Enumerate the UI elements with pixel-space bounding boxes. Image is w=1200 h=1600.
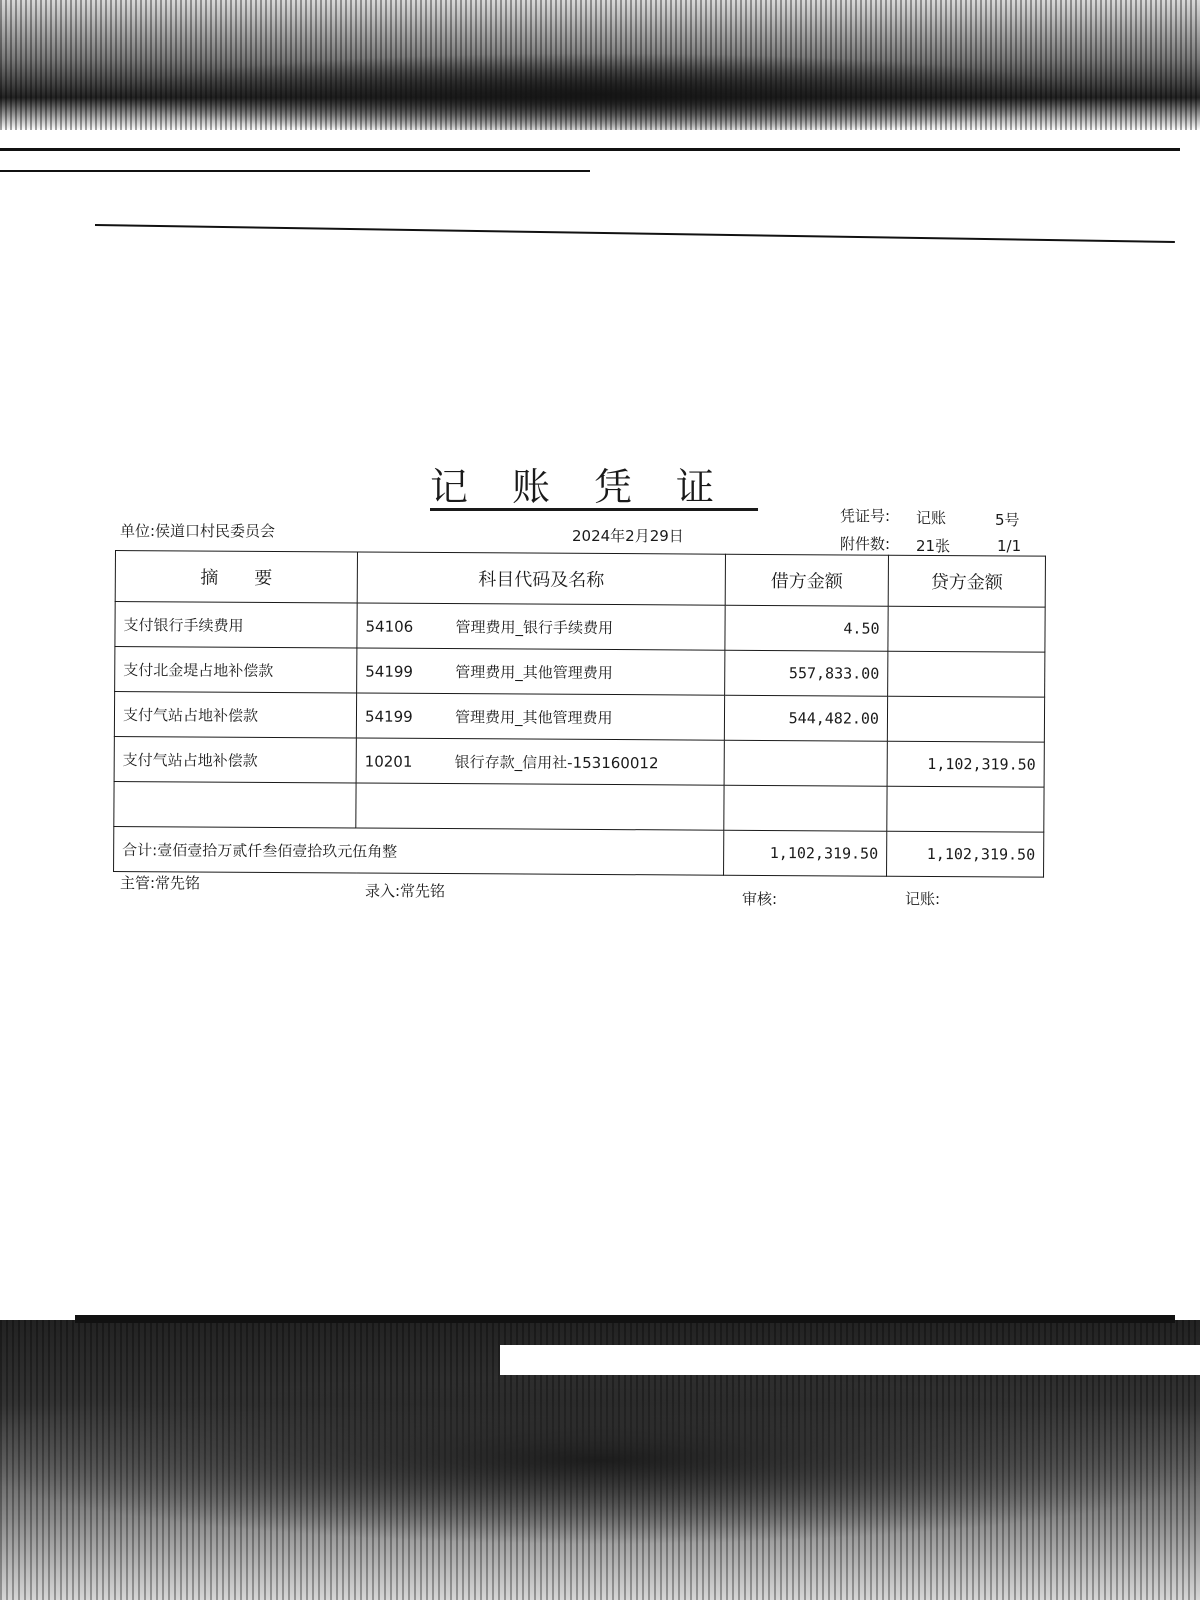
attachments-count: 21张 <box>916 537 951 555</box>
table-row <box>114 781 1044 832</box>
table-row <box>115 602 1045 653</box>
header-credit: 贷方金额 <box>888 555 1045 607</box>
header-summary: 摘 要 <box>115 551 357 603</box>
account-name: 管理费用_其他管理费用 <box>455 662 613 682</box>
header-account: 科目代码及名称 <box>357 552 725 605</box>
bookkeeper-signature: 记账: <box>905 890 941 908</box>
account-code: 54199 <box>364 707 413 726</box>
page-number: 1/1 <box>997 537 1022 555</box>
voucher-table <box>113 550 1046 878</box>
header-row <box>115 551 1045 608</box>
scan-line <box>95 224 1175 243</box>
account-code: 10201 <box>364 752 413 771</box>
row-credit: 1,102,319.50 <box>887 741 1044 787</box>
review-signature: 审核: <box>742 890 778 908</box>
row-debit: 4.50 <box>725 605 888 651</box>
supervisor-signature: 主管:常先铭 <box>120 874 201 892</box>
account-name: 银行存款_信用社-153160012 <box>454 752 659 772</box>
row-debit: 557,833.00 <box>725 650 888 696</box>
scan-line <box>75 1315 1175 1323</box>
row-account <box>356 738 724 785</box>
account-name: 管理费用_其他管理费用 <box>454 707 613 727</box>
voucher-date: 2024年2月29日 <box>572 527 684 545</box>
row-credit <box>887 786 1044 832</box>
account-code: 54199 <box>365 662 414 681</box>
row-credit <box>888 651 1045 697</box>
scan-line <box>0 170 590 172</box>
row-account <box>357 648 725 695</box>
row-debit: 544,482.00 <box>724 695 887 741</box>
total-debit: 1,102,319.50 <box>724 830 887 876</box>
voucher-type: 记账 <box>916 509 947 527</box>
total-credit: 1,102,319.50 <box>887 831 1044 877</box>
row-credit <box>888 606 1045 652</box>
scan-noise-top <box>0 0 1200 130</box>
row-credit <box>887 696 1044 742</box>
row-debit <box>724 785 887 831</box>
account-code <box>364 811 454 812</box>
scan-gap <box>500 1345 1200 1375</box>
entry-signature: 录入:常先铭 <box>365 882 446 900</box>
row-account <box>356 693 724 740</box>
row-summary: 支付气站占地补偿款 <box>114 736 356 782</box>
unit-label: 单位:侯道口村民委员会 <box>120 522 276 540</box>
voucher-no: 5号 <box>995 511 1020 529</box>
scan-line <box>0 148 1180 151</box>
row-summary <box>114 781 356 827</box>
row-summary: 支付银行手续费用 <box>115 602 357 648</box>
table-row <box>114 736 1044 787</box>
row-summary: 支付气站占地补偿款 <box>114 692 356 738</box>
total-label: 合计:壹佰壹拾万贰仟叁佰壹拾玖元伍角整 <box>114 826 724 875</box>
row-debit <box>724 740 887 786</box>
voucher-title: 记账凭证 <box>430 465 759 509</box>
table-row <box>114 692 1044 743</box>
total-row <box>114 826 1044 877</box>
row-account <box>357 603 725 650</box>
account-name: 管理费用_银行手续费用 <box>455 617 614 637</box>
row-account <box>356 783 724 830</box>
table-row <box>115 647 1045 698</box>
header-debit: 借方金额 <box>725 554 888 606</box>
row-summary: 支付北金堤占地补偿款 <box>115 647 357 693</box>
account-code: 54106 <box>365 617 414 636</box>
voucher-no-label: 凭证号: <box>840 507 891 525</box>
attachments-label: 附件数: <box>840 535 891 553</box>
